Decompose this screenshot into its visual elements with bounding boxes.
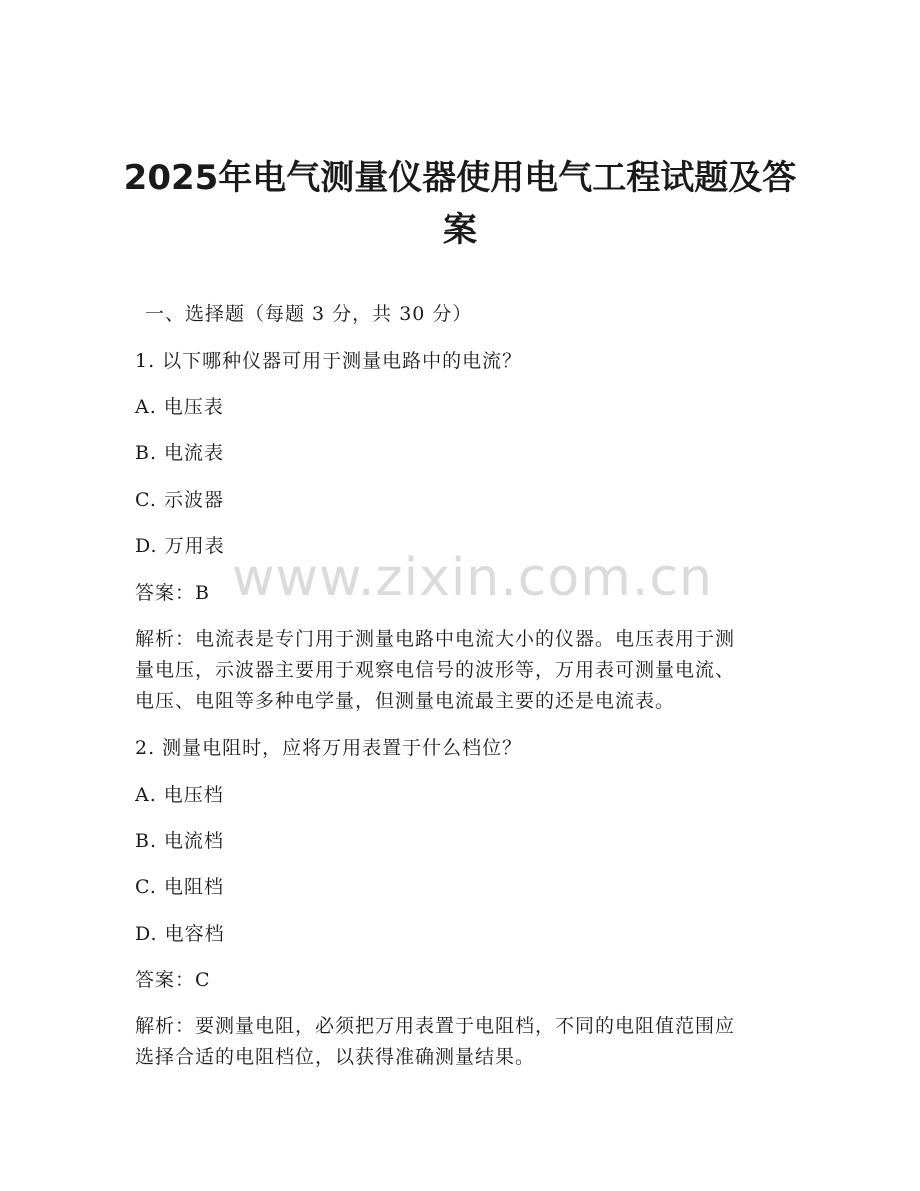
question-1-stem: 1. 以下哪种仪器可用于测量电路中的电流？ <box>135 350 523 372</box>
watermark: www.zixin.com.cn <box>232 548 713 608</box>
analysis-line: 选择合适的电阻档位，以获得准确测量结果。 <box>135 1046 536 1068</box>
question-2-analysis <box>135 1011 785 1073</box>
question-2-option-d: D. 电容档 <box>135 923 225 945</box>
section-heading: 一、选择题（每题 3 分，共 30 分） <box>145 303 473 325</box>
question-1-option-b: B. 电流表 <box>135 442 225 464</box>
title-line-2: 案 <box>443 210 477 250</box>
title-line-1: 2025年电气测量仪器使用电气工程试题及答 <box>123 158 797 198</box>
question-2-answer: 答案：C <box>135 969 211 991</box>
question-1-option-c: C. 示波器 <box>135 489 224 511</box>
question-1-answer: 答案：B <box>135 582 210 604</box>
document-title <box>100 152 820 256</box>
analysis-line: 解析：电流表是专门用于测量电路中电流大小的仪器。电压表用于测 <box>135 628 736 650</box>
question-2-stem: 2. 测量电阻时，应将万用表置于什么档位？ <box>135 737 523 759</box>
analysis-line: 解析：要测量电阻，必须把万用表置于电阻档，不同的电阻值范围应 <box>135 1015 736 1037</box>
analysis-line: 电压、电阻等多种电学量，但测量电流最主要的还是电流表。 <box>135 690 676 712</box>
question-2-option-a: A. 电压档 <box>135 784 224 806</box>
analysis-line: 量电压，示波器主要用于观察电信号的波形等，万用表可测量电流、 <box>135 659 736 681</box>
question-1-option-a: A. 电压表 <box>135 396 224 418</box>
question-1-option-d: D. 万用表 <box>135 535 225 557</box>
question-2-option-b: B. 电流档 <box>135 830 225 852</box>
question-1-analysis <box>135 624 785 717</box>
question-2-option-c: C. 电阻档 <box>135 876 224 898</box>
